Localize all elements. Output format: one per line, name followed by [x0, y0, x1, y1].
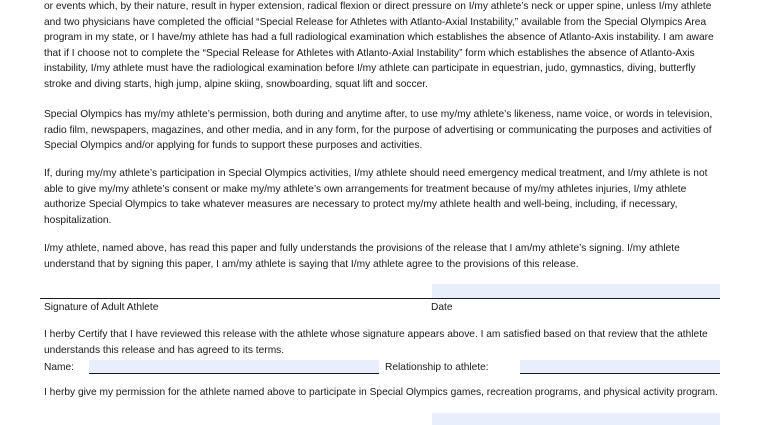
relationship-input-field[interactable] — [520, 360, 720, 374]
acknowledgement-paragraph: I/my athlete, named above, has read this paper and fully understands the provisions of the release that I am/my athlete’s signing. I/my athlete understand that by signing this paper, I am/my athlete is saying that I/my athlete agree to the provisions of this release. — [44, 243, 680, 270]
date-label: Date — [431, 302, 453, 313]
emergency-treatment-paragraph: If, during my/my athlete’s participation in Special Olympics activities, I/my athlete should need emergency medical treatment, and I/my athlete is not able to give my/my athlete’s consent or make my/my athlete’s own arrangements for treatment because of my/my athletes injuries, I/my athlete authorize Special Olympics to take whatever measures are necessary to protect my/my athlete health and well-being, including, if necessary, hospitalization. — [44, 168, 708, 226]
participation-permission-paragraph: I herby give my permission for the athlete named above to participate in Special Olympics games, recreation programs, and physical activity program. — [44, 387, 718, 398]
atlanto-axial-paragraph: or events which, by their nature, result in hyper extension, radical flexion or direct pressure on I/my athlete’s neck or upper spine, unless I/my athlete and two physicians have completed the official “Special Release for Athletes with Atlanto-Axial Instability,” available from the Special Olympics Area program in my state, or I have/my athlete has had a full radiological examination which establishes the absence of Atlanto-Axis instability. I am aware that if I choose not to complete the “Special Release for Athletes with Atlanto-Axial Instability” form which establishes the absence of Atlanto-Axis instability, I/my athlete must have the radiological examination before I/my athlete can participate in equestrian, judo, gymnastics, diving, butterfly stroke and diving starts, high jump, alpine skiing, snowboarding, squat lift and soccer. — [44, 1, 714, 90]
signature-label: Signature of Adult Athlete — [44, 302, 159, 313]
relationship-label: Relationship to athlete: — [385, 362, 489, 373]
signature-line — [40, 298, 720, 299]
relationship-underline — [520, 373, 720, 374]
name-label: Name: — [44, 362, 75, 373]
guardian-signature-field[interactable] — [432, 413, 720, 425]
media-permission-paragraph: Special Olympics has my/my athlete’s permission, both during and anytime after, to use my/my athlete’s likeness, name voice, or words in television, radio film, newspapers, magazines, and other media, and in any form, for the purpose of advertising or communicating the purposes and activities of Special Olympics and/or applying for funds to support these purposes and activities. — [44, 109, 713, 151]
certify-paragraph: I herby Certify that I have reviewed this release with the athlete whose signature appears above. I am satisfied based on that review that the athlete understands this release and has agreed to its terms. — [44, 329, 708, 356]
name-input-field[interactable] — [89, 360, 379, 374]
date-input-field[interactable] — [432, 284, 720, 299]
name-underline — [89, 373, 379, 374]
